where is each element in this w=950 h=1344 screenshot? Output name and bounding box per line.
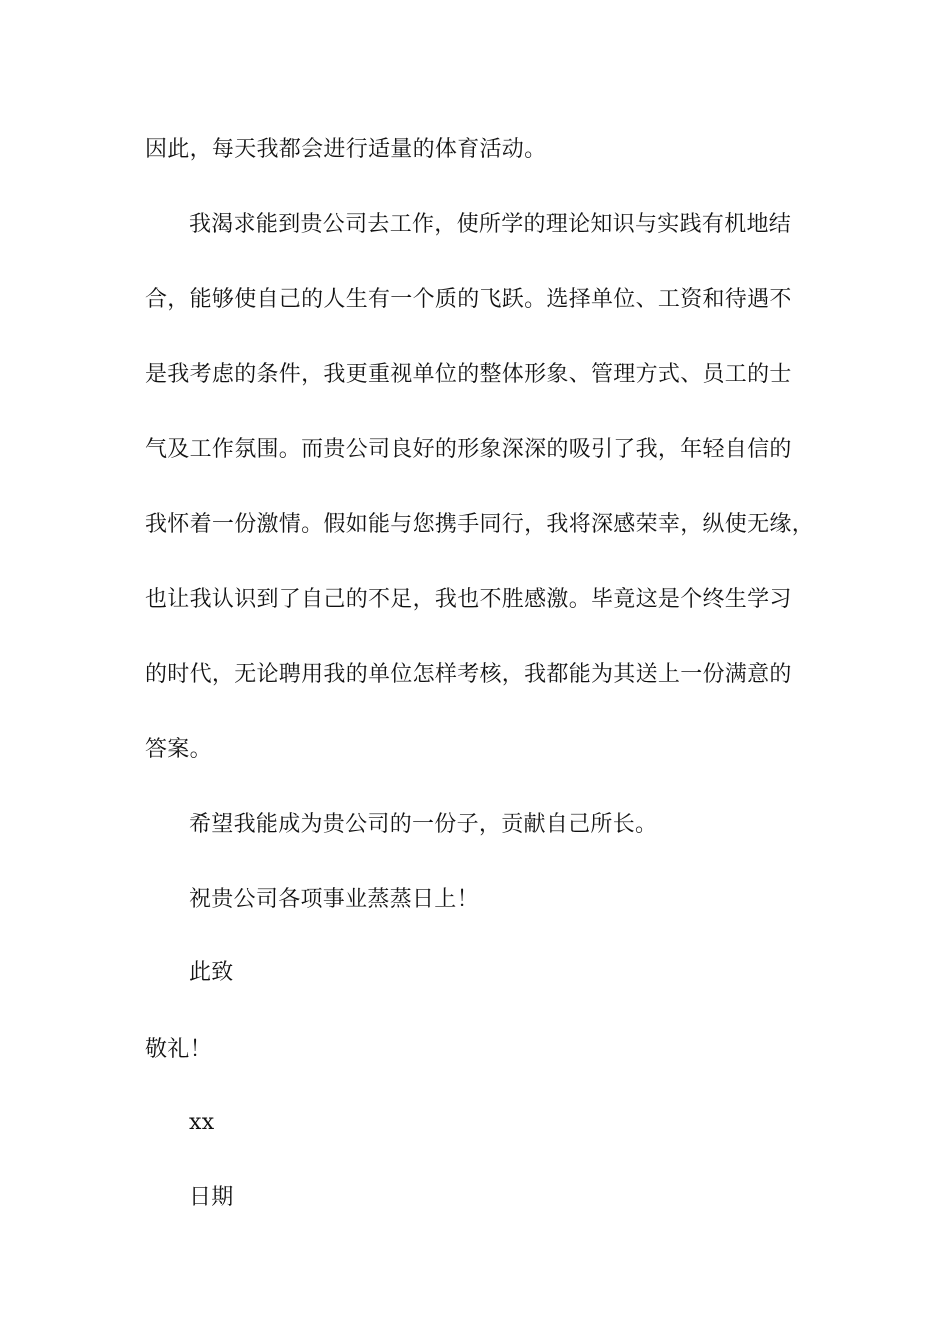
body-line-4: 是我考虑的条件，我更重视单位的整体形象、管理方式、员工的士 <box>145 362 792 387</box>
salutation-cizhi: 此致 <box>189 960 234 985</box>
blessing-line: 祝贵公司各项事业蒸蒸日上！ <box>189 887 479 912</box>
body-line-6: 我怀着一份激情。假如能与您携手同行，我将深感荣幸，纵使无缘， <box>145 512 815 537</box>
body-line-8: 的时代，无论聘用我的单位怎样考核，我都能为其送上一份满意的 <box>145 662 792 687</box>
body-line-9: 答案。 <box>145 737 212 762</box>
body-line-7: 也让我认识到了自己的不足，我也不胜感激。毕竟这是个终生学习 <box>145 587 792 612</box>
signature-name: xx <box>189 1110 215 1135</box>
salutation-jingli: 敬礼！ <box>145 1037 212 1062</box>
closing-wish-line: 希望我能成为贵公司的一份子，贡献自己所长。 <box>189 812 658 837</box>
body-line-5: 气及工作氛围。而贵公司良好的形象深深的吸引了我，年轻自信的 <box>145 437 792 462</box>
body-line-1: 因此，每天我都会进行适量的体育活动。 <box>145 137 547 162</box>
body-line-3: 合，能够使自己的人生有一个质的飞跃。选择单位、工资和待遇不 <box>145 287 792 312</box>
signature-date: 日期 <box>189 1185 234 1210</box>
body-line-2: 我渴求能到贵公司去工作，使所学的理论知识与实践有机地结 <box>189 212 792 237</box>
